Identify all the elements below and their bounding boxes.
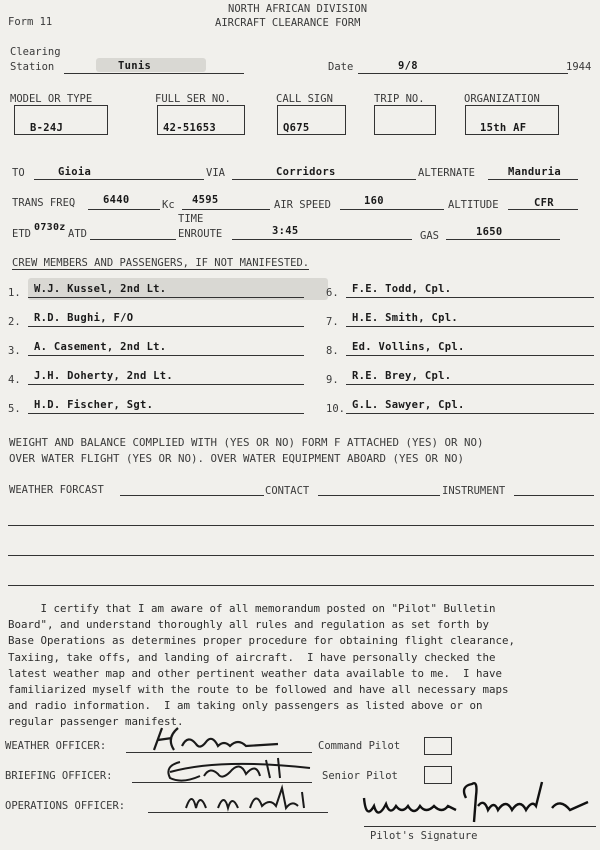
gas-line: [446, 239, 560, 240]
kc-value: 4595: [192, 194, 219, 206]
senior-pilot-label: Senior Pilot: [322, 770, 398, 782]
crew-member-name: Ed. Vollins, Cpl.: [352, 341, 465, 353]
instrument-label: INSTRUMENT: [442, 485, 506, 497]
weather-blank-line-2: [8, 555, 594, 556]
crew-line: [346, 413, 594, 414]
gas-label: GAS: [420, 230, 439, 242]
command-pilot-label: Command Pilot: [318, 740, 401, 752]
time-enroute-label-1: TIME: [178, 213, 204, 225]
crew-number: 7.: [326, 316, 339, 328]
crew-member-name: W.J. Kussel, 2nd Lt.: [34, 283, 167, 295]
form-title: AIRCRAFT CLEARANCE FORM: [215, 17, 361, 29]
to-label: TO: [12, 167, 25, 179]
crew-number: 1.: [8, 287, 21, 299]
date-label: Date: [328, 61, 354, 73]
atd-label: ATD: [68, 228, 87, 240]
pilot-signature-line: [364, 826, 596, 827]
contact-line: [318, 495, 440, 496]
via-value: Corridors: [276, 166, 336, 178]
trip-box: [374, 105, 436, 135]
model-label: MODEL OR TYPE: [10, 93, 93, 105]
callsign-label: CALL SIGN: [276, 93, 333, 105]
crew-number: 5.: [8, 403, 21, 415]
callsign-value: Q675: [283, 122, 310, 134]
airspeed-line: [340, 209, 444, 210]
weather-officer-label: WEATHER OFFICER:: [5, 740, 107, 752]
org-value: 15th AF: [480, 122, 527, 134]
crew-number: 8.: [326, 345, 339, 357]
crew-number: 10.: [326, 403, 345, 415]
briefing-officer-signature: [160, 752, 320, 788]
altitude-line: [508, 209, 578, 210]
division-title: NORTH AFRICAN DIVISION: [228, 3, 368, 15]
instrument-line: [514, 495, 594, 496]
weather-blank-line-3: [8, 585, 594, 586]
crew-line: [28, 355, 304, 356]
airspeed-label: AIR SPEED: [274, 199, 331, 211]
crew-line: [346, 384, 594, 385]
crew-number: 9.: [326, 374, 339, 386]
weather-officer-signature: [148, 724, 288, 754]
operations-officer-signature: [178, 784, 328, 814]
crew-number: 2.: [8, 316, 21, 328]
kc-label: Kc: [162, 199, 175, 211]
time-enroute-value: 3:45: [272, 225, 299, 237]
form-number: Form 11: [8, 16, 53, 28]
atd-line: [90, 239, 176, 240]
altitude-value: CFR: [534, 197, 554, 209]
crew-number: 4.: [8, 374, 21, 386]
command-pilot-checkbox[interactable]: [424, 737, 452, 755]
serial-value: 42-51653: [163, 122, 216, 134]
serial-label: FULL SER NO.: [155, 93, 231, 105]
weather-forecast-line: [120, 495, 264, 496]
crew-member-name: J.H. Doherty, 2nd Lt.: [34, 370, 174, 382]
to-line: [34, 179, 204, 180]
station-line: [64, 73, 244, 74]
briefing-officer-label: BRIEFING OFFICER:: [5, 770, 113, 782]
compliance-line-2: OVER WATER FLIGHT (YES OR NO). OVER WATER EQUIPMENT ABOARD (YES OR NO): [9, 452, 465, 465]
crew-member-name: R.D. Bughi, F/O: [34, 312, 134, 324]
clearing-label: Clearing: [10, 46, 61, 58]
crew-member-name: G.L. Sawyer, Cpl.: [352, 399, 465, 411]
crew-member-name: A. Casement, 2nd Lt.: [34, 341, 167, 353]
crew-member-name: F.E. Todd, Cpl.: [352, 283, 452, 295]
date-year: 1944: [566, 61, 592, 73]
pilot-signature: [356, 776, 596, 832]
trans-freq-label: TRANS FREQ: [12, 197, 76, 209]
time-enroute-label-2: ENROUTE: [178, 228, 223, 240]
station-value: Tunis: [118, 60, 152, 72]
alternate-value: Manduria: [508, 166, 561, 178]
kc-line: [182, 209, 270, 210]
via-line: [232, 179, 416, 180]
crew-line: [346, 326, 594, 327]
crew-line: [346, 297, 594, 298]
contact-label: CONTACT: [265, 485, 310, 497]
etd-value: 0730z: [34, 222, 66, 233]
to-value: Gioia: [58, 166, 92, 178]
alternate-line: [488, 179, 578, 180]
crew-number: 3.: [8, 345, 21, 357]
crew-line: [28, 297, 304, 298]
crew-member-name: R.E. Brey, Cpl.: [352, 370, 452, 382]
date-value: 9/8: [398, 60, 418, 72]
pilots-signature-label: Pilot's Signature: [370, 830, 478, 842]
gas-value: 1650: [476, 226, 503, 238]
weather-blank-line-1: [8, 525, 594, 526]
certification-text: I certify that I am aware of all memorandum posted on "Pilot" Bulletin Board", and understand thoroughly all rules and regulation as set forth by Base Operations as determines proper procedure for obtaining flight clearance, Taxiing, take offs, and landing of aircraft. I have personally checked the latest weather map and other pertinent weather data available to me. I have familiarized myself with the route to be followed and have all necessary maps and radio information. I am taking only passengers as listed above or on regular passenger manifest.: [8, 602, 516, 729]
trans-freq-line: [88, 209, 160, 210]
crew-line: [28, 413, 304, 414]
date-line: [358, 73, 568, 74]
compliance-line-1: WEIGHT AND BALANCE COMPLIED WITH (YES OR NO) FORM F ATTACHED (YES) OR NO): [9, 436, 484, 449]
crew-member-name: H.E. Smith, Cpl.: [352, 312, 458, 324]
station-label: Station: [10, 61, 55, 73]
operations-officer-label: OPERATIONS OFFICER:: [5, 800, 126, 812]
crew-member-name: H.D. Fischer, Sgt.: [34, 399, 154, 411]
crew-line: [346, 355, 594, 356]
altitude-label: ALTITUDE: [448, 199, 499, 211]
time-enroute-line: [232, 239, 412, 240]
model-value: B-24J: [30, 122, 64, 134]
airspeed-value: 160: [364, 195, 384, 207]
weather-forecast-label: WEATHER FORCAST: [9, 484, 104, 496]
trans-freq-value: 6440: [103, 194, 130, 206]
alternate-label: ALTERNATE: [418, 167, 475, 179]
via-label: VIA: [206, 167, 225, 179]
trip-label: TRIP NO.: [374, 93, 425, 105]
org-label: ORGANIZATION: [464, 93, 540, 105]
crew-heading: CREW MEMBERS AND PASSENGERS, IF NOT MANIFESTED.: [12, 257, 310, 269]
etd-label: ETD: [12, 228, 31, 240]
crew-line: [28, 384, 304, 385]
crew-line: [28, 326, 304, 327]
crew-number: 6.: [326, 287, 339, 299]
